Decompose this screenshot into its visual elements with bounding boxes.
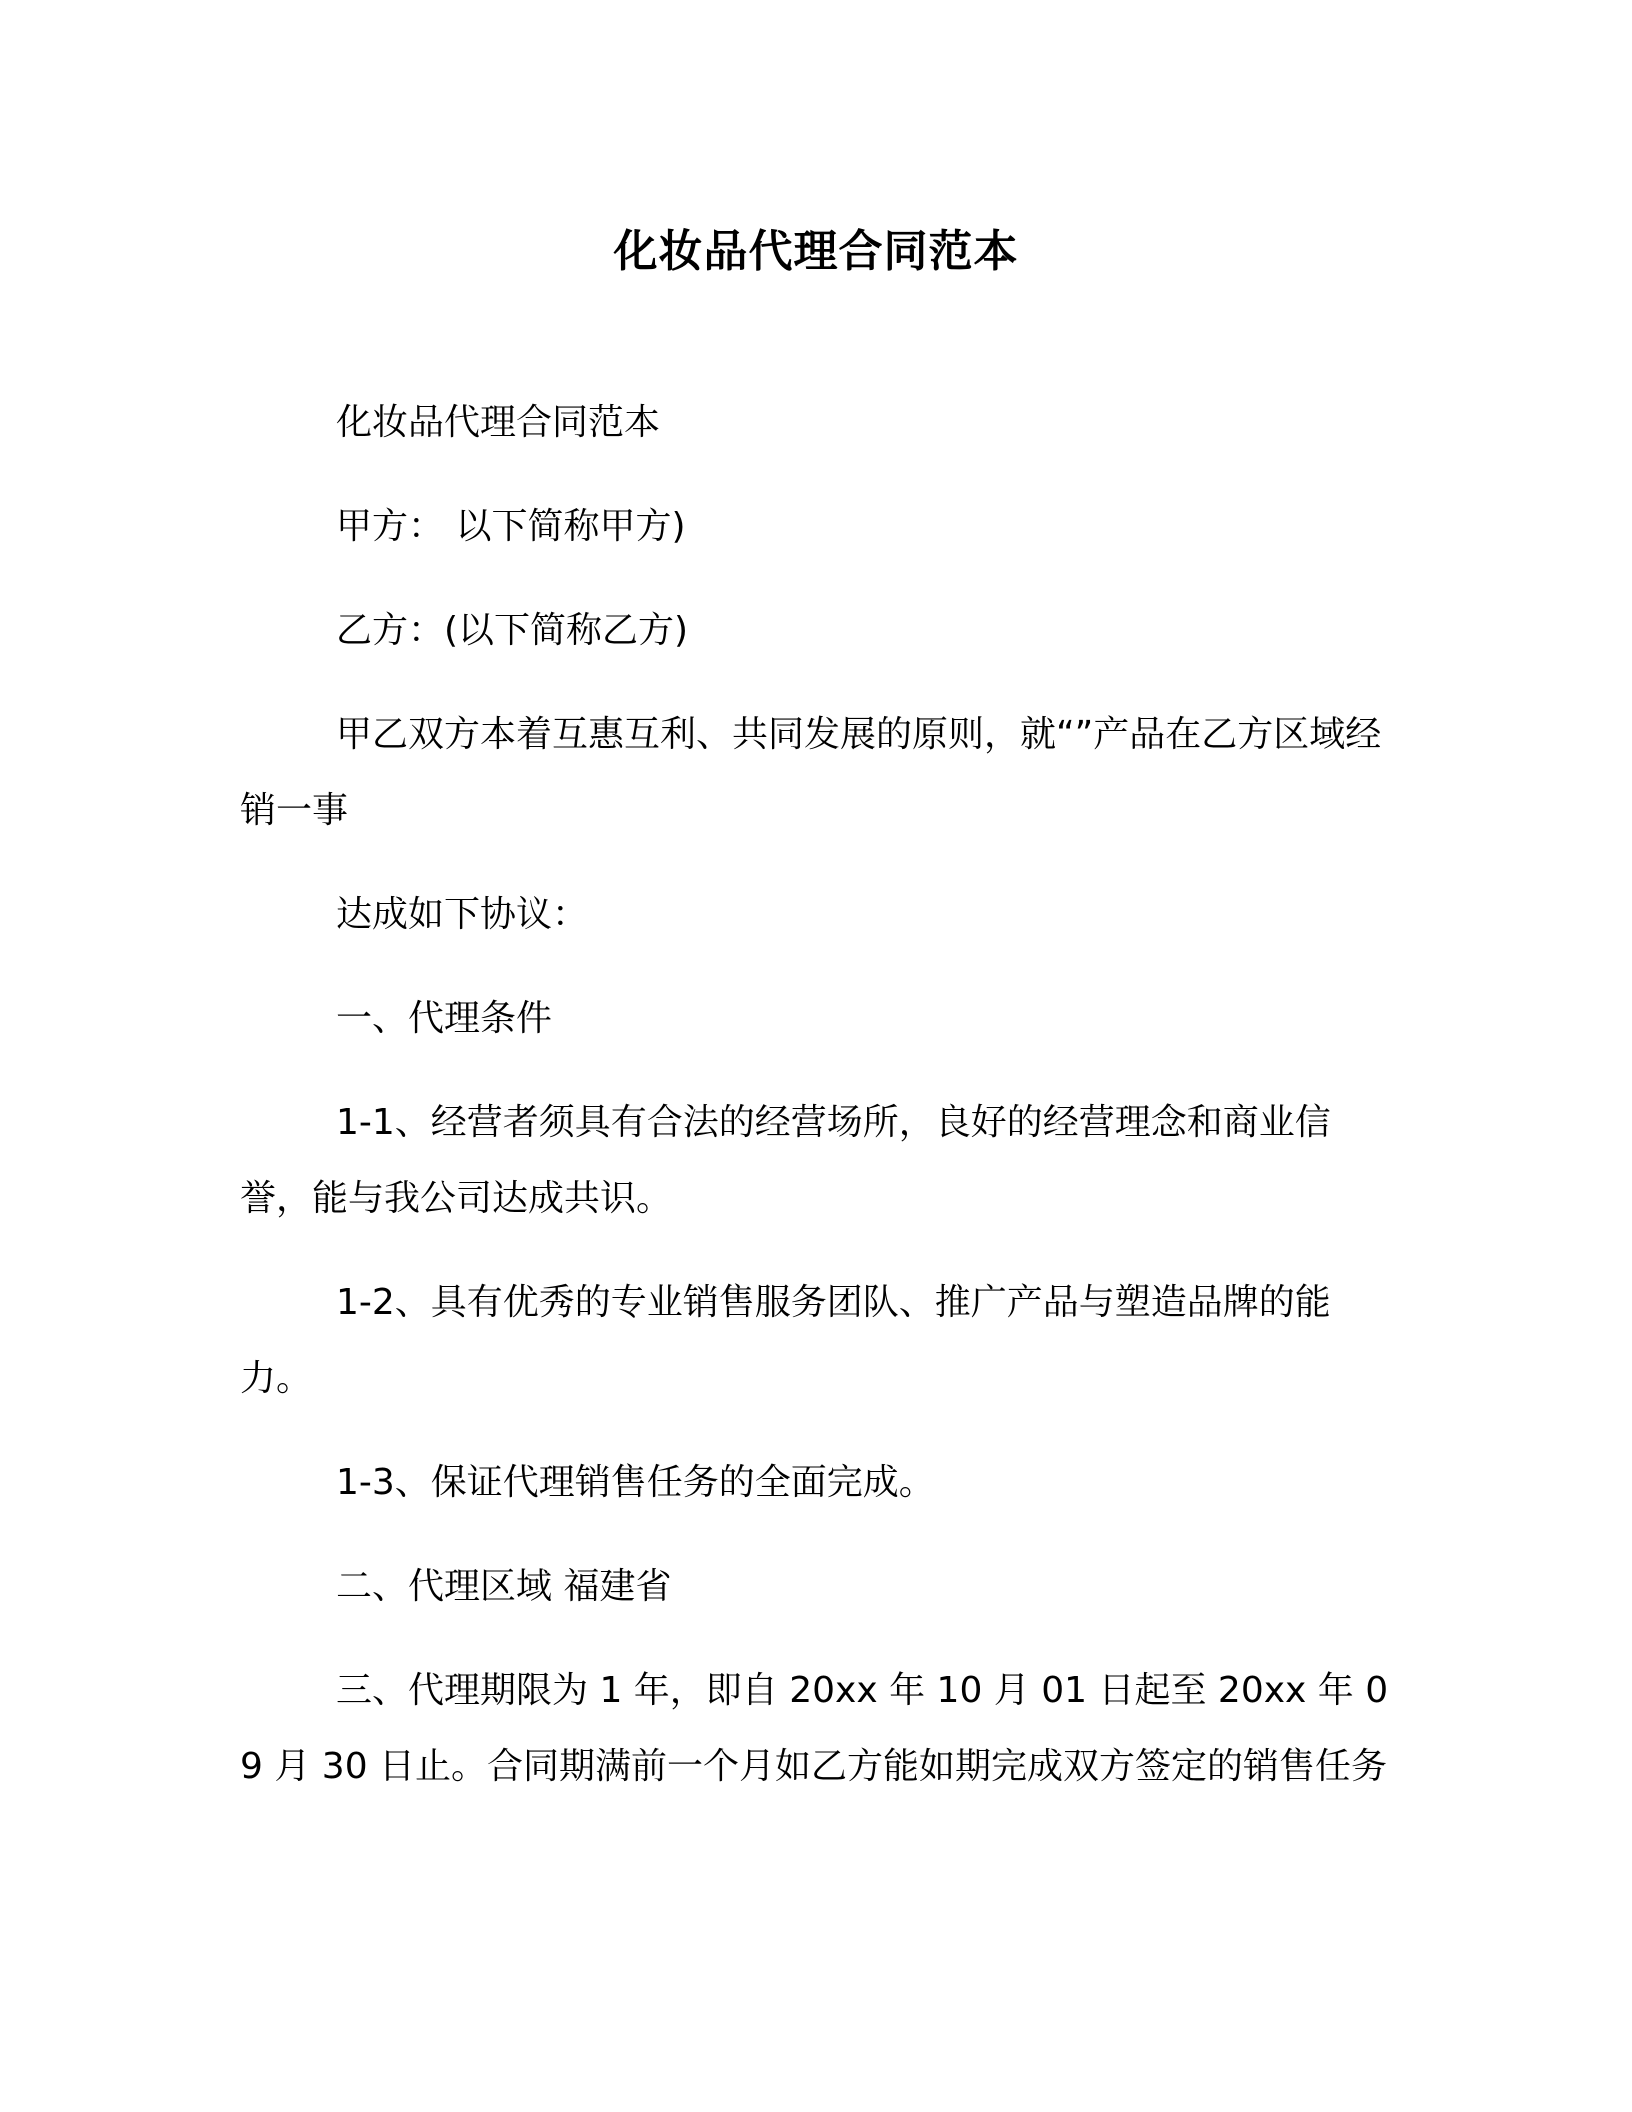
clause-1-3: 1-3、保证代理销售任务的全面完成。 xyxy=(336,1462,935,1503)
paragraph-agreement-intro: 达成如下协议： xyxy=(336,894,589,935)
paragraph-heading-repeat: 化妆品代理合同范本 xyxy=(336,402,661,443)
paragraph-party-a: 甲方： 以下简称甲方) xyxy=(336,506,686,547)
document-title: 化妆品代理合同范本 xyxy=(613,226,1019,277)
paragraph-party-b: 乙方：(以下简称乙方) xyxy=(336,610,689,651)
clause-1-2: 1-2、具有优秀的专业销售服务团队、推广产品与塑造品牌的能力。 xyxy=(240,1282,1331,1399)
section-agency-region: 二、代理区域 福建省 xyxy=(336,1566,672,1607)
paragraph-preamble: 甲乙双方本着互惠互利、共同发展的原则，就“”产品在乙方区域经销一事 xyxy=(240,714,1382,831)
document-body xyxy=(240,385,1390,1805)
section-heading-agency-conditions: 一、代理条件 xyxy=(336,998,553,1039)
section-agency-term: 三、代理期限为 1 年，即自 20xx 年 10 月 01 日起至 20xx 年 09 月 30 日止。合同期满前一个月如乙方能如期完成双方签定的销售任务 xyxy=(240,1670,1389,1787)
clause-1-1: 1-1、经营者须具有合法的经营场所，良好的经营理念和商业信誉，能与我公司达成共识。 xyxy=(240,1102,1331,1219)
